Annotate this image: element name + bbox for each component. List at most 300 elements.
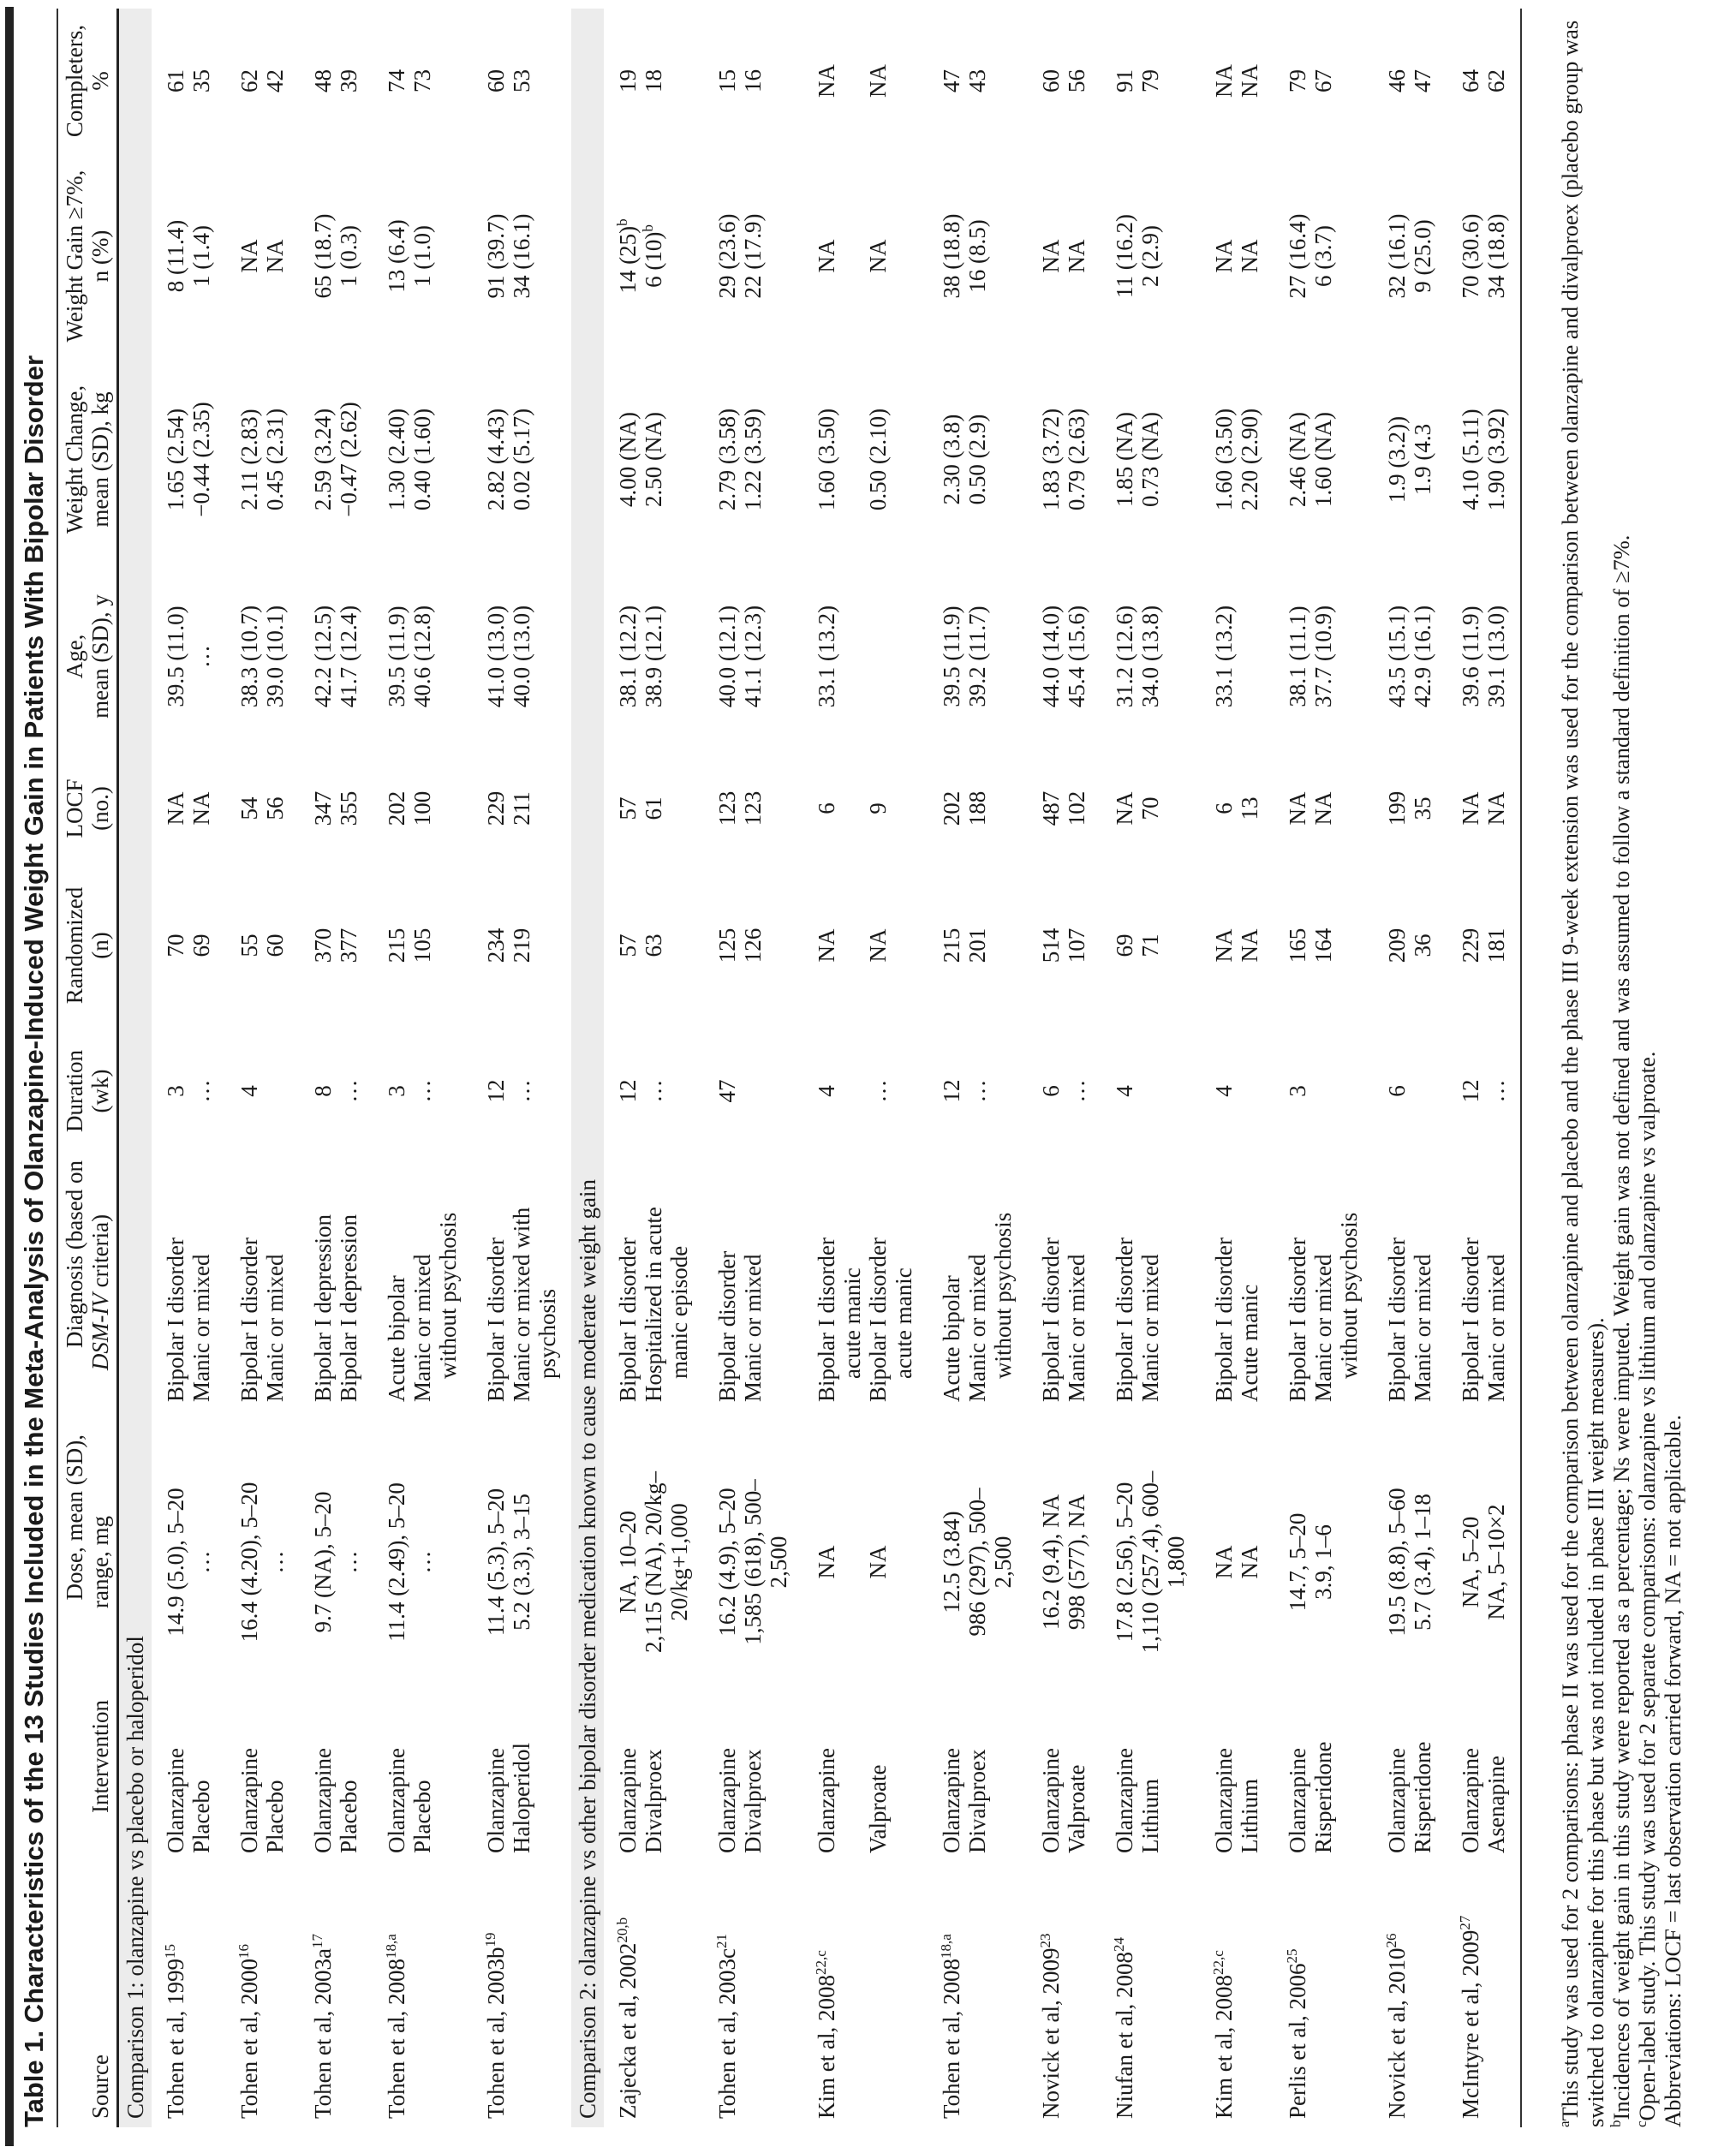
- locf-value: 70: [1137, 796, 1163, 820]
- weight-change-value: 2.11 (2.83): [236, 409, 262, 510]
- weight-gain-value: 70 (30.6): [1458, 213, 1483, 299]
- weight-change-value: 0.02 (5.17): [509, 408, 534, 511]
- intervention-cell: [703, 1695, 740, 1870]
- intervention-cell: [262, 1695, 299, 1870]
- locf-cell: [1237, 753, 1274, 864]
- randomized-cell: [188, 864, 225, 1027]
- table-row: [336, 9, 373, 2127]
- duration-value: 4: [1112, 1085, 1137, 1097]
- dose-value: 986 (297), 500–2,500: [964, 1488, 1016, 1637]
- intervention-cell: [1200, 1695, 1237, 1870]
- dose-cell: [225, 1429, 262, 1695]
- weight-change-cell: [1410, 359, 1447, 560]
- diagnosis-value: Bipolar I depression: [310, 1214, 336, 1402]
- dose-cell: [1237, 1429, 1274, 1695]
- weight-gain-value: NA: [1237, 239, 1262, 273]
- age-value: 39.2 (11.7): [964, 605, 990, 707]
- intervention-cell: [641, 1695, 703, 1870]
- duration-cell: [1274, 1027, 1310, 1155]
- completers-cell: [299, 9, 336, 153]
- source-cell: [1064, 1870, 1101, 2127]
- duration-cell: [299, 1027, 336, 1155]
- table-row: [152, 9, 188, 2127]
- weight-gain-value: 1 (1.4): [188, 225, 214, 287]
- footnote: [1557, 9, 1608, 2127]
- table-row: [740, 9, 802, 2127]
- reference-superscript: 25: [1284, 1948, 1300, 1964]
- age-cell: [964, 560, 1027, 753]
- locf-value: 487: [1038, 790, 1064, 826]
- source-cell: [409, 1870, 472, 2127]
- completers-value: NA: [814, 64, 839, 98]
- randomized-value: 107: [1064, 927, 1089, 963]
- completers-cell: [1447, 9, 1483, 153]
- randomized-cell: [1064, 864, 1101, 1027]
- intervention-cell: [472, 1695, 509, 1870]
- source-cell: [1410, 1870, 1447, 2127]
- duration-cell: [152, 1027, 188, 1155]
- weight-gain-value: 8 (11.4): [163, 219, 188, 293]
- table-row: [928, 9, 964, 2127]
- diagnosis-cell: [373, 1155, 409, 1429]
- completers-value: NA: [865, 64, 891, 98]
- source-cell: [1373, 1870, 1410, 2127]
- dose-value: …: [409, 1550, 435, 1574]
- weight-gain-cell: [1027, 153, 1064, 359]
- intervention-cell: [928, 1695, 964, 1870]
- randomized-cell: [802, 864, 865, 1027]
- weight-gain-cell: [509, 153, 571, 359]
- header-weight-change-line1: Weight Change,: [62, 385, 87, 534]
- age-value: 33.1 (13.2): [814, 605, 839, 708]
- reference-superscript: 18,a: [938, 1934, 954, 1959]
- locf-value: NA: [1285, 791, 1310, 826]
- intervention-value: Lithium: [1137, 1779, 1163, 1853]
- intervention-value: Olanzapine: [384, 1748, 409, 1853]
- intervention-value: Olanzapine: [1384, 1748, 1410, 1853]
- weight-gain-cell: [188, 153, 225, 359]
- header-weight-gain: [57, 153, 118, 359]
- completers-cell: [802, 9, 865, 153]
- header-diagnosis-line1: Diagnosis (based on: [62, 1160, 87, 1348]
- completers-value: NA: [1211, 64, 1237, 98]
- weight-change-cell: [641, 359, 703, 560]
- diagnosis-value: Manic or mixed: [1410, 1254, 1435, 1402]
- diagnosis-value: Manic or mixed: [188, 1254, 214, 1402]
- weight-change-cell: [1101, 359, 1137, 560]
- duration-cell: [1101, 1027, 1137, 1155]
- randomized-cell: [1200, 864, 1237, 1027]
- weight-change-cell: [1310, 359, 1373, 560]
- dose-value: 16.4 (4.20), 5–20: [236, 1482, 262, 1643]
- header-locf: [57, 753, 118, 864]
- randomized-value: 514: [1038, 927, 1064, 963]
- dose-cell: [703, 1429, 740, 1695]
- randomized-value: 219: [509, 927, 534, 963]
- weight-change-value: −0.47 (2.62): [336, 402, 361, 517]
- weight-gain-cell: [1137, 153, 1200, 359]
- weight-gain-value: NA: [865, 239, 891, 273]
- source-cell: [472, 1870, 509, 2127]
- weight-change-value: 2.59 (3.24): [310, 408, 336, 511]
- source-cell: [509, 1870, 571, 2127]
- header-weight-change-line2: mean (SD), kg: [87, 391, 113, 528]
- dose-value: 14.9 (5.0), 5–20: [163, 1488, 188, 1637]
- diagnosis-value: Bipolar I depression: [336, 1214, 361, 1402]
- weight-change-cell: [509, 359, 571, 560]
- locf-cell: [1027, 753, 1064, 864]
- diagnosis-cell: [472, 1155, 509, 1429]
- diagnosis-cell: [1410, 1155, 1447, 1429]
- weight-gain-cell: [1101, 153, 1137, 359]
- weight-gain-value: 11 (16.2): [1112, 214, 1137, 298]
- dose-cell: [1064, 1429, 1101, 1695]
- age-cell: [1483, 560, 1521, 753]
- diagnosis-value: Bipolar I disorder: [163, 1238, 188, 1402]
- table-row: [1137, 9, 1200, 2127]
- age-cell: [703, 560, 740, 753]
- locf-cell: [336, 753, 373, 864]
- locf-cell: [1137, 753, 1200, 864]
- weight-change-cell: [1237, 359, 1274, 560]
- dose-cell: [1447, 1429, 1483, 1695]
- header-diagnosis-line2: criteria): [87, 1214, 113, 1294]
- header-completers: [57, 9, 118, 153]
- source-cell: [1237, 1870, 1274, 2127]
- weight-gain-cell: [703, 153, 740, 359]
- weight-gain-cell: [472, 153, 509, 359]
- completers-value: 42: [262, 69, 288, 92]
- duration-value: …: [641, 1079, 666, 1103]
- duration-cell: [703, 1027, 740, 1155]
- age-value: 38.1 (12.2): [615, 605, 641, 708]
- source-cell: [299, 1870, 336, 2127]
- intervention-cell: [1064, 1695, 1101, 1870]
- randomized-cell: [1373, 864, 1410, 1027]
- randomized-value: 55: [236, 933, 262, 957]
- intervention-cell: [1237, 1695, 1274, 1870]
- randomized-value: 165: [1285, 927, 1310, 963]
- reference-superscript: 23: [1037, 1933, 1053, 1948]
- randomized-value: 126: [740, 927, 766, 963]
- locf-value: 355: [336, 790, 361, 826]
- locf-cell: [409, 753, 472, 864]
- randomized-cell: [1310, 864, 1373, 1027]
- age-value: 44.0 (14.0): [1038, 605, 1064, 708]
- completers-cell: [409, 9, 472, 153]
- diagnosis-cell: [509, 1155, 571, 1429]
- duration-value: 4: [236, 1085, 262, 1097]
- completers-value: 16: [740, 69, 766, 92]
- locf-value: 102: [1064, 790, 1089, 826]
- age-cell: [1027, 560, 1064, 753]
- source-cell: [1274, 1870, 1310, 2127]
- duration-cell: [1447, 1027, 1483, 1155]
- completers-value: 62: [236, 69, 262, 92]
- completers-cell: [1064, 9, 1101, 153]
- footnote-text: Abbreviations: LOCF = last observation carried forward, NA = not applicable.: [1660, 1414, 1685, 2127]
- randomized-cell: [641, 864, 703, 1027]
- header-intervention: [57, 1695, 118, 1870]
- duration-cell: [1310, 1027, 1373, 1155]
- intervention-value: Lithium: [1237, 1779, 1262, 1853]
- completers-value: 61: [163, 69, 188, 92]
- table-row: [409, 9, 472, 2127]
- duration-value: 3: [384, 1085, 409, 1097]
- duration-value: 8: [310, 1085, 336, 1097]
- dose-cell: [509, 1429, 571, 1695]
- weight-change-value: 1.90 (3.92): [1483, 408, 1509, 511]
- intervention-cell: [299, 1695, 336, 1870]
- locf-value: 229: [483, 790, 509, 826]
- dose-cell: [641, 1429, 703, 1695]
- randomized-cell: [740, 864, 802, 1027]
- completers-value: 19: [615, 69, 641, 92]
- weight-change-value: 2.20 (2.90): [1237, 408, 1262, 511]
- source-name: Perlis et al, 2006: [1285, 1963, 1310, 2119]
- age-cell: [1101, 560, 1137, 753]
- completers-cell: [1237, 9, 1274, 153]
- randomized-value: 229: [1458, 927, 1483, 963]
- locf-cell: [1373, 753, 1410, 864]
- locf-value: 9: [865, 802, 891, 814]
- weight-change-cell: [964, 359, 1027, 560]
- age-cell: [1274, 560, 1310, 753]
- intervention-value: Haloperidol: [509, 1743, 534, 1853]
- weight-change-value: 0.50 (2.9): [964, 414, 990, 505]
- duration-value: 12: [939, 1079, 964, 1103]
- duration-cell: [1064, 1027, 1101, 1155]
- intervention-value: Divalproex: [641, 1749, 666, 1853]
- diagnosis-cell: [1274, 1155, 1310, 1429]
- intervention-value: Divalproex: [740, 1749, 766, 1853]
- weight-change-cell: [472, 359, 509, 560]
- dose-cell: [188, 1429, 225, 1695]
- completers-value: 15: [714, 69, 740, 92]
- weight-gain-value: 1 (0.3): [336, 225, 361, 287]
- weight-gain-cell: [1373, 153, 1410, 359]
- randomized-value: 63: [641, 933, 666, 957]
- locf-cell: [740, 753, 802, 864]
- intervention-value: Olanzapine: [1038, 1748, 1064, 1853]
- randomized-cell: [299, 864, 336, 1027]
- weight-gain-value: 14 (25): [615, 225, 641, 294]
- randomized-value: 57: [615, 933, 641, 957]
- reference-superscript: 16: [236, 1943, 252, 1959]
- age-value: 40.6 (12.8): [409, 605, 435, 708]
- intervention-value: Olanzapine: [714, 1748, 740, 1853]
- source-cell: [641, 1870, 703, 2127]
- source-name: Zajecka et al, 2002: [615, 1942, 641, 2119]
- diagnosis-cell: [299, 1155, 336, 1429]
- dose-value: 1,110 (257.4), 600–1,800: [1137, 1470, 1189, 1654]
- footnote-mark: a: [1556, 2120, 1573, 2127]
- intervention-cell: [509, 1695, 571, 1870]
- randomized-value: 370: [310, 927, 336, 963]
- locf-cell: [1200, 753, 1237, 864]
- diagnosis-value: Bipolar I disorder acute manic: [814, 1238, 865, 1402]
- completers-value: 39: [336, 69, 361, 92]
- source-cell: [865, 1870, 928, 2127]
- age-cell: [188, 560, 225, 753]
- diagnosis-value: Manic or mixed without psychosis: [1310, 1212, 1362, 1402]
- duration-value: 6: [1384, 1085, 1410, 1097]
- weight-change-value: 1.60 (3.50): [1211, 408, 1237, 511]
- dose-value: NA, 10–20: [615, 1511, 641, 1613]
- table-row: [509, 9, 571, 2127]
- intervention-value: Olanzapine: [1458, 1748, 1483, 1853]
- weight-gain-value: 65 (18.7): [310, 213, 336, 299]
- locf-cell: [1064, 753, 1101, 864]
- locf-value: NA: [1310, 791, 1336, 826]
- weight-change-cell: [1483, 359, 1521, 560]
- header-age: [57, 560, 118, 753]
- weight-change-value: −0.44 (2.35): [188, 402, 214, 517]
- intervention-value: Valproate: [1064, 1764, 1089, 1853]
- intervention-cell: [865, 1695, 928, 1870]
- weight-change-value: 1.22 (3.59): [740, 408, 766, 511]
- weight-change-value: 1.60 (3.50): [814, 408, 839, 511]
- age-cell: [865, 560, 928, 753]
- duration-cell: [802, 1027, 865, 1155]
- duration-cell: [928, 1027, 964, 1155]
- intervention-cell: [225, 1695, 262, 1870]
- table-row: [1483, 9, 1521, 2127]
- footnote: [1660, 9, 1685, 2127]
- diagnosis-value: Bipolar I disorder: [1384, 1238, 1410, 1402]
- weight-gain-value: 29 (23.6): [714, 213, 740, 299]
- weight-change-value: 4.10 (5.11): [1458, 409, 1483, 510]
- reference-superscript: 24: [1111, 1937, 1127, 1953]
- dose-value: 1,585 (618), 500–2,500: [740, 1479, 791, 1645]
- locf-value: NA: [188, 791, 214, 826]
- age-cell: [472, 560, 509, 753]
- dose-cell: [409, 1429, 472, 1695]
- duration-cell: [740, 1027, 802, 1155]
- duration-value: 4: [1211, 1085, 1237, 1097]
- diagnosis-value: Manic or mixed: [1483, 1254, 1509, 1402]
- randomized-cell: [964, 864, 1027, 1027]
- intervention-cell: [409, 1695, 472, 1870]
- dose-value: 16.2 (9.4), NA: [1038, 1494, 1064, 1631]
- randomized-value: 234: [483, 927, 509, 963]
- age-cell: [1064, 560, 1101, 753]
- diagnosis-value: Bipolar disorder: [714, 1250, 740, 1402]
- locf-cell: [1101, 753, 1137, 864]
- header-completers-line1: Completers,: [62, 24, 87, 138]
- section-label: Comparison 2: olanzapine vs other bipolar disorder medication known to cause moderate weight gain: [575, 1179, 600, 2119]
- diagnosis-cell: [1483, 1155, 1521, 1429]
- table-row: [225, 9, 262, 2127]
- weight-gain-cell: [152, 153, 188, 359]
- weight-gain-cell: [1274, 153, 1310, 359]
- diagnosis-value: Acute bipolar: [939, 1275, 964, 1402]
- age-value: 42.9 (16.1): [1410, 605, 1435, 708]
- studies-table: [57, 9, 1522, 2127]
- diagnosis-cell: [225, 1155, 262, 1429]
- intervention-value: Risperidone: [1410, 1741, 1435, 1853]
- source-cell: [1101, 1870, 1137, 2127]
- weight-change-cell: [1064, 359, 1101, 560]
- locf-cell: [1410, 753, 1447, 864]
- diagnosis-cell: [964, 1155, 1027, 1429]
- source-cell: [740, 1870, 802, 2127]
- completers-cell: [1310, 9, 1373, 153]
- diagnosis-value: Acute bipolar: [384, 1275, 409, 1402]
- locf-cell: [1447, 753, 1483, 864]
- completers-cell: [1137, 9, 1200, 153]
- weight-change-value: 2.79 (3.58): [714, 408, 740, 511]
- intervention-cell: [1310, 1695, 1373, 1870]
- reference-superscript: 18,a: [383, 1934, 399, 1959]
- diagnosis-cell: [1310, 1155, 1373, 1429]
- section-band: [571, 9, 604, 2127]
- completers-cell: [188, 9, 225, 153]
- footnote-text: This study was used for 2 comparisons: phase II was used for the comparison between olanzapine and placebo and the phase III 9-week extension was used for the comparison between olanzapine and divalproex (placebo group was switched to olanzapine for this phase but was not included in phase III weight measures).: [1557, 20, 1608, 2127]
- intervention-cell: [188, 1695, 225, 1870]
- locf-cell: [299, 753, 336, 864]
- completers-cell: [1274, 9, 1310, 153]
- completers-value: 60: [1038, 69, 1064, 92]
- randomized-cell: [604, 864, 641, 1027]
- weight-gain-cell: [1200, 153, 1237, 359]
- locf-cell: [262, 753, 299, 864]
- locf-value: 56: [262, 796, 288, 820]
- diagnosis-value: Bipolar I disorder: [615, 1238, 641, 1402]
- table-row: [1447, 9, 1483, 2127]
- source-name: Tohen et al, 2003c: [714, 1947, 740, 2119]
- source-cell: [262, 1870, 299, 2127]
- dose-cell: [1410, 1429, 1447, 1695]
- age-cell: [1373, 560, 1410, 753]
- locf-cell: [152, 753, 188, 864]
- completers-cell: [336, 9, 373, 153]
- age-value: 40.0 (13.0): [509, 605, 534, 708]
- weight-change-value: 2.82 (4.43): [483, 408, 509, 511]
- weight-gain-value: NA: [262, 239, 288, 273]
- weight-gain-value: 38 (18.8): [939, 213, 964, 299]
- weight-gain-cell: [928, 153, 964, 359]
- age-cell: [1137, 560, 1200, 753]
- intervention-value: Placebo: [188, 1780, 214, 1853]
- intervention-value: Olanzapine: [483, 1748, 509, 1853]
- table-row: [299, 9, 336, 2127]
- randomized-value: 69: [188, 933, 214, 957]
- locf-value: 202: [939, 790, 964, 826]
- completers-cell: [604, 9, 641, 153]
- age-value: 41.7 (12.4): [336, 605, 361, 708]
- header-locf-line1: LOCF: [62, 778, 87, 838]
- intervention-value: Olanzapine: [1112, 1748, 1137, 1853]
- weight-change-value: 0.50 (2.10): [865, 408, 891, 511]
- dose-cell: [373, 1429, 409, 1695]
- duration-cell: [409, 1027, 472, 1155]
- diagnosis-value: Bipolar I disorder acute manic: [865, 1238, 916, 1402]
- table-row: [472, 9, 509, 2127]
- diagnosis-value: Bipolar I disorder: [1038, 1238, 1064, 1402]
- weight-change-cell: [703, 359, 740, 560]
- randomized-cell: [1137, 864, 1200, 1027]
- reference-superscript: 19: [482, 1932, 498, 1947]
- weight-change-value: 1.9 (3.2)): [1384, 415, 1410, 504]
- diagnosis-cell: [1373, 1155, 1410, 1429]
- randomized-value: 209: [1384, 927, 1410, 963]
- randomized-value: 60: [262, 933, 288, 957]
- duration-cell: [336, 1027, 373, 1155]
- source-cell: [336, 1870, 373, 2127]
- dose-cell: [262, 1429, 299, 1695]
- weight-gain-cell: [964, 153, 1027, 359]
